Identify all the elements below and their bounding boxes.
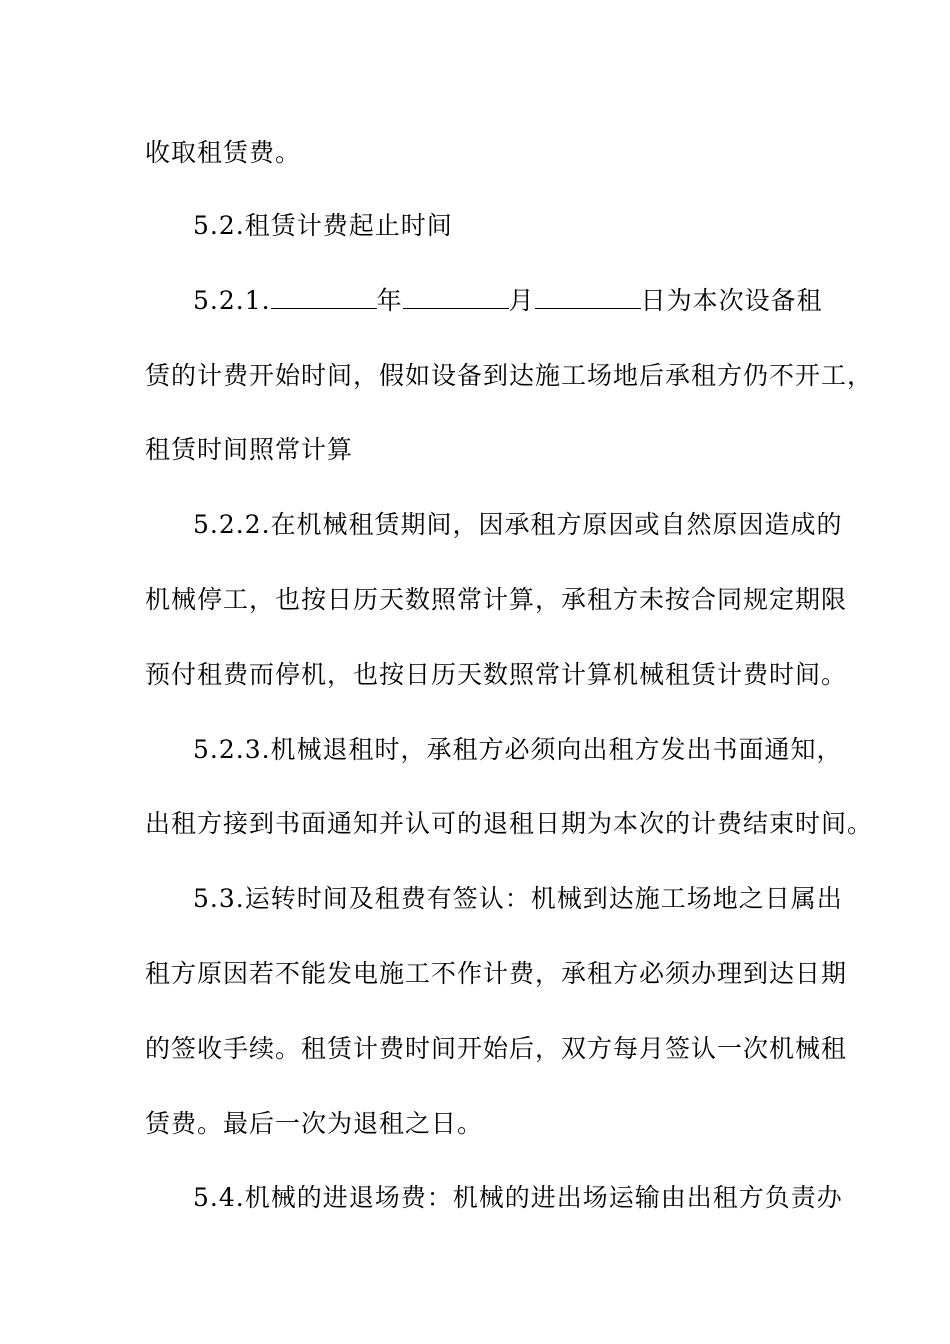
- clause-number: 5.2.1.: [193, 286, 271, 315]
- month-blank: [403, 286, 509, 309]
- year-label: 年: [376, 286, 403, 315]
- day-label-text: 日为本次设备租: [640, 286, 823, 315]
- paragraph-line: 赁的计费开始时间，假如设备到达施工场地后承租方仍不开工，: [145, 361, 874, 390]
- paragraph-line: 租方原因若不能发电施工不作计费，承租方必须办理到达日期: [145, 959, 848, 988]
- paragraph-line: 出租方接到书面通知并认可的退租日期为本次的计费结束时间。: [145, 809, 874, 838]
- paragraph-line: 5.4.机械的进退场费：机械的进出场运输由出租方负责办: [193, 1183, 843, 1212]
- day-blank: [535, 286, 641, 309]
- paragraph-line: 5.3.运转时间及租费有签认：机械到达施工场地之日属出: [193, 884, 843, 913]
- paragraph-line: 机械停工，也按日历天数照常计算，承租方未按合同规定期限: [145, 585, 848, 614]
- paragraph-line: 租赁时间照常计算: [145, 435, 354, 464]
- paragraph-line: 5.2.3.机械退租时，承租方必须向出租方发出书面通知，: [193, 735, 843, 764]
- month-label: 月: [508, 286, 535, 315]
- paragraph-line: [193, 285, 823, 317]
- paragraph-line: 赁费。最后一次为退租之日。: [145, 1109, 484, 1138]
- year-blank: [271, 286, 377, 309]
- paragraph-line: 预付租费而停机，也按日历天数照常计算机械租赁计费时间。: [145, 660, 848, 689]
- paragraph-line: 收取租赁费。: [145, 138, 302, 167]
- section-heading: 5.2.租赁计费起止时间: [193, 211, 453, 240]
- paragraph-line: 的签收手续。租赁计费时间开始后，双方每月签认一次机械租: [145, 1034, 848, 1063]
- paragraph-line: 5.2.2.在机械租赁期间，因承租方原因或自然原因造成的: [193, 510, 843, 539]
